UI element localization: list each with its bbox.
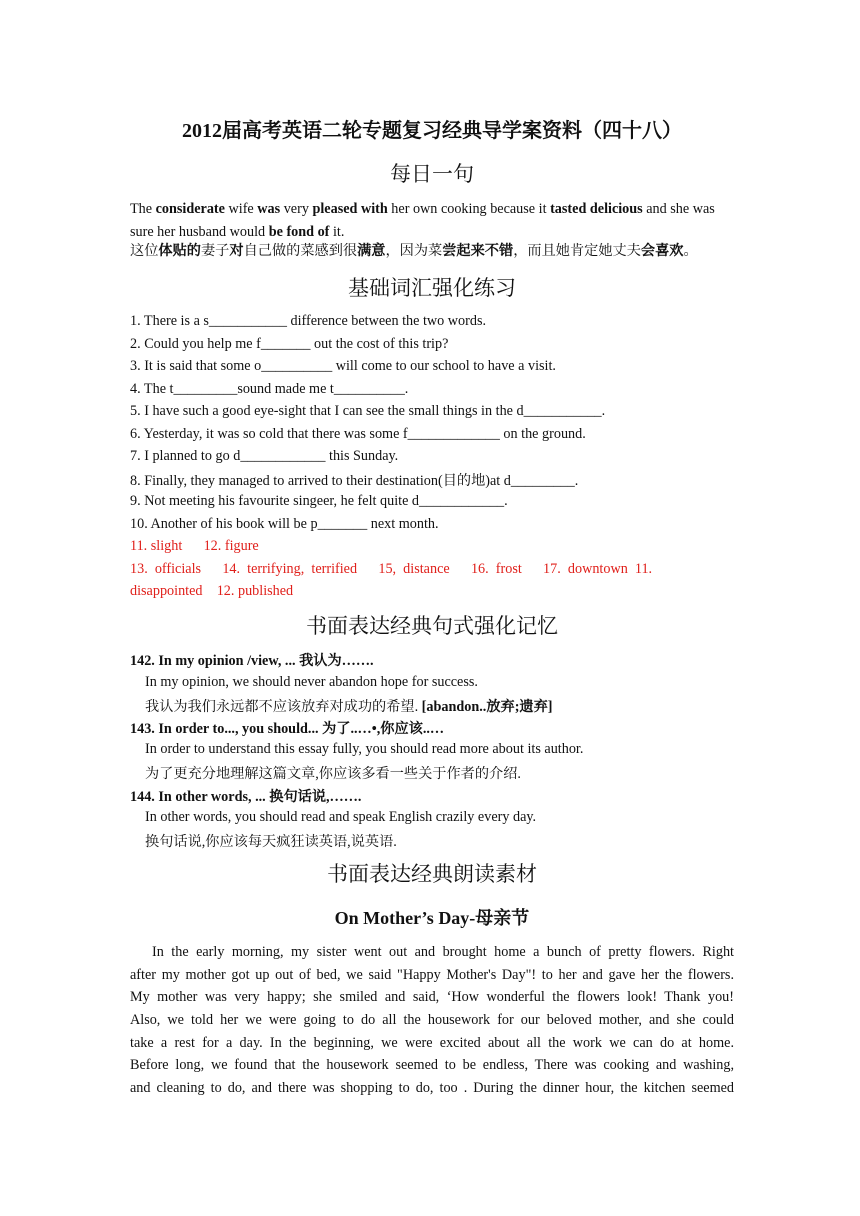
vocab-item: 10. Another of his book will be p_______ next month. <box>130 516 439 532</box>
daily-zh-text: ，而且她肯定她丈夫 <box>513 243 641 259</box>
vocab-item: 3. It is said that some o__________ will come to our school to have a visit. <box>130 358 556 374</box>
daily-en-emphasis: considerate <box>155 201 225 217</box>
daily-en-text: wife <box>224 201 258 217</box>
reading-title: On Mother’s Day-母亲节 <box>334 908 530 928</box>
daily-zh-text: 。 <box>683 243 698 259</box>
daily-en-emphasis: pleased with <box>312 201 388 217</box>
daily-en-emphasis: tasted delicious <box>550 201 643 217</box>
pattern-heading: 142. In my opinion /view, ... 我认为……. <box>130 653 374 669</box>
daily-zh-text: 自己做的菜感到很 <box>243 243 358 259</box>
reading-line: In the early morning, my sister went out and brought home a bunch of pretty flowers. Right <box>152 944 734 960</box>
daily-zh-emphasis: 会喜欢 <box>640 243 684 259</box>
daily-sentence-chinese <box>130 240 734 263</box>
reading-line: take a rest for a day. In the beginning, we were excited about all the work we can do at home. <box>130 1035 734 1051</box>
vocab-item: 7. I planned to go d____________ this Sunday. <box>130 448 399 464</box>
vocab-item: 9. Not meeting his favourite singeer, he felt quite d____________. <box>130 493 508 509</box>
vocab-item: 2. Could you help me f_______ out the cost of this trip? <box>130 336 449 352</box>
vocab-item: 4. The t_________sound made me t__________. <box>130 381 409 397</box>
answer-line: disappointed 12. published <box>130 583 294 599</box>
answer-line: 13. officials 14. terrifying, terrified 15, distance 16. frost 17. downtown 11. <box>130 561 653 577</box>
daily-en-text: her own cooking because it <box>387 201 551 217</box>
answer-line: 11. slight 12. figure <box>130 538 259 554</box>
pattern-example-chinese: 换句话说,你应该每天疯狂读英语,说英语. <box>145 834 397 850</box>
daily-zh-text: ，因为菜 <box>385 243 443 259</box>
page-title: 2012届高考英语二轮专题复习经典导学案资料（四十八） <box>182 120 682 142</box>
reading-line: Also, we told her we were going to do all the housework for our beloved mother, and she could <box>130 1012 734 1028</box>
daily-en-text: The <box>130 201 156 217</box>
pattern-example-english: In order to understand this essay fully, you should read more about its author. <box>145 741 584 757</box>
daily-sentence-english <box>130 198 734 243</box>
reading-line: and cleaning to do, and there was shopping to do, too . During the dinner hour, the kitchen seemed <box>130 1080 734 1096</box>
vocab-item: 5. I have such a good eye-sight that I can see the small things in the d___________. <box>130 403 606 419</box>
daily-en-emphasis: be fond of <box>268 223 330 240</box>
reading-line: after my mother got up out of bed, we said "Happy Mother's Day"! to her and gave her the flowers. <box>130 967 734 983</box>
daily-zh-emphasis: 满意 <box>357 243 386 259</box>
daily-zh-emphasis: 对 <box>229 243 244 259</box>
section-heading-reading: 书面表达经典朗读素材 <box>327 862 537 886</box>
section-heading-vocab: 基础词汇强化练习 <box>348 276 516 300</box>
pattern-example-chinese: 我认为我们永远都不应该放弃对成功的希望. [abandon..放弃;遗弃] <box>145 699 553 715</box>
reading-line: Before long, we found that the housework seemed to be endless, There was cooking and washing, <box>130 1057 734 1073</box>
section-heading-daily: 每日一句 <box>390 162 474 186</box>
pattern-example-english: In other words, you should read and speak English crazily every day. <box>145 809 537 825</box>
reading-line: My mother was very happy; she smiled and said, ‘How wonderful the flowers look! Thank you! <box>130 989 734 1005</box>
section-heading-writing: 书面表达经典句式强化记忆 <box>306 614 558 638</box>
daily-zh-text: 这位 <box>130 243 159 259</box>
vocab-item: 6. Yesterday, it was so cold that there was some f_____________ on the ground. <box>130 426 586 442</box>
pattern-heading: 144. In other words, ... 换句话说,……. <box>130 789 362 805</box>
daily-en-text: very <box>280 201 313 217</box>
vocab-item: 1. There is a s___________ difference between the two words. <box>130 313 487 329</box>
vocab-item: 8. Finally, they managed to arrived to their destination(目的地)at d_________. <box>130 473 579 489</box>
daily-zh-text: 妻子 <box>200 243 230 259</box>
pattern-example-english: In my opinion, we should never abandon hope for success. <box>145 674 478 690</box>
daily-zh-emphasis: 尝起来不错 <box>442 243 514 259</box>
pattern-heading: 143. In order to..., you should... 为了..…•,你应该..… <box>130 721 445 737</box>
pattern-example-chinese: 为了更充分地理解这篇文章,你应该多看一些关于作者的介绍. <box>145 766 521 782</box>
daily-en-emphasis: was <box>257 201 281 217</box>
daily-en-text: it. <box>329 223 345 240</box>
daily-zh-emphasis: 体贴的 <box>158 243 201 259</box>
daily-en-text: and she was sure her husband would <box>130 201 715 240</box>
